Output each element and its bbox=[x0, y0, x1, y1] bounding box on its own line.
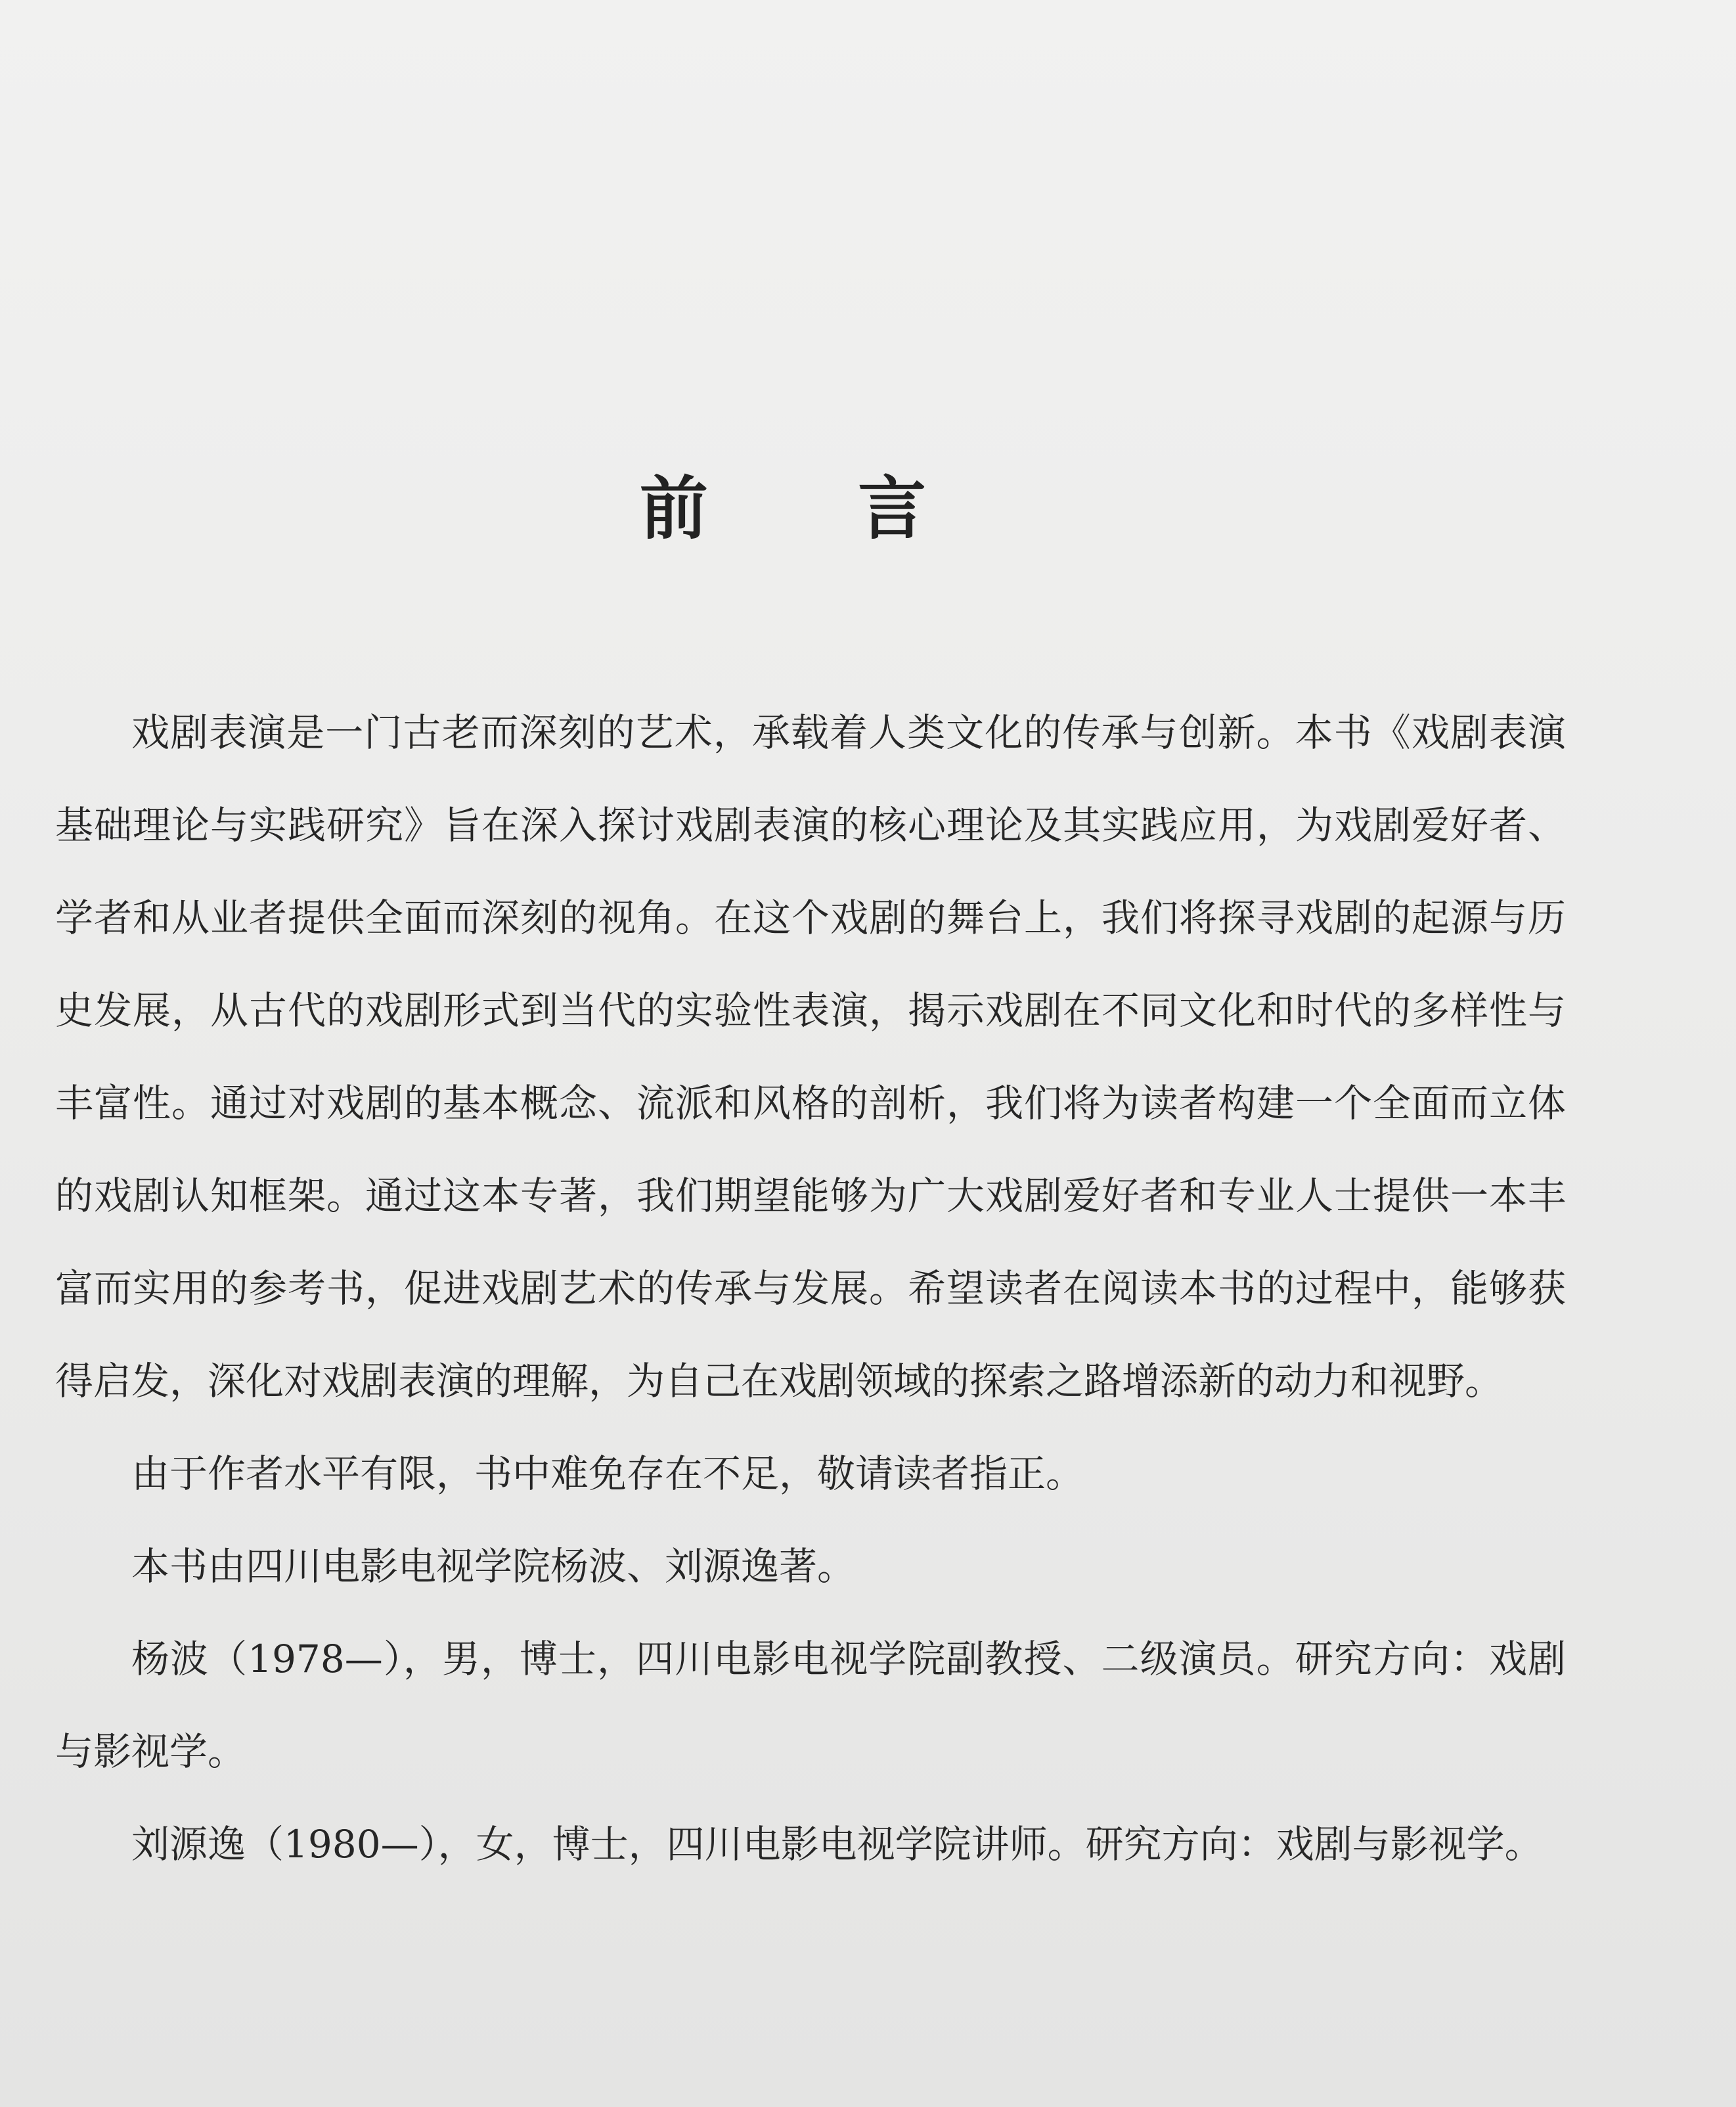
preface-paragraph-author-liu: 刘源逸（1980—），女，博士，四川电影电视学院讲师。研究方向：戏剧与影视学。 bbox=[131, 1822, 1543, 1867]
page-title: 前 言 bbox=[639, 468, 990, 549]
preface-paragraph-authors: 本书由四川电影电视学院杨波、刘源逸著。 bbox=[131, 1544, 856, 1589]
preface-paragraph-author-yang: 杨波（1978—），男，博士，四川电影电视学院副教授、二级演员。研究方向：戏剧与影视学。 bbox=[55, 1637, 1566, 1774]
preface-paragraph-intro: 戏剧表演是一门古老而深刻的艺术，承载着人类文化的传承与创新。本书《戏剧表演基础理论与实践研究》旨在深入探讨戏剧表演的核心理论及其实践应用，为戏剧爱好者、学者和从业者提供全面而深刻的视角。在这个戏剧的舞台上，我们将探寻戏剧的起源与历史发展，从古代的戏剧形式到当代的实验性表演，揭示戏剧在不同文化和时代的多样性与丰富性。通过对戏剧的基本概念、流派和风格的剖析，我们将为读者构建一个全面而立体的戏剧认知框架。通过这本专著，我们期望能够为广大戏剧爱好者和专业人士提供一本丰富而实用的参考书，促进戏剧艺术的传承与发展。希望读者在阅读本书的过程中，能够获得启发，深化对戏剧表演的理解，为自己在戏剧领域的探索之路增添新的动力和视野。 bbox=[55, 710, 1566, 1403]
preface-body bbox=[55, 687, 1566, 1891]
preface-paragraph-disclaimer: 由于作者水平有限，书中难免存在不足，敬请读者指正。 bbox=[131, 1451, 1084, 1496]
